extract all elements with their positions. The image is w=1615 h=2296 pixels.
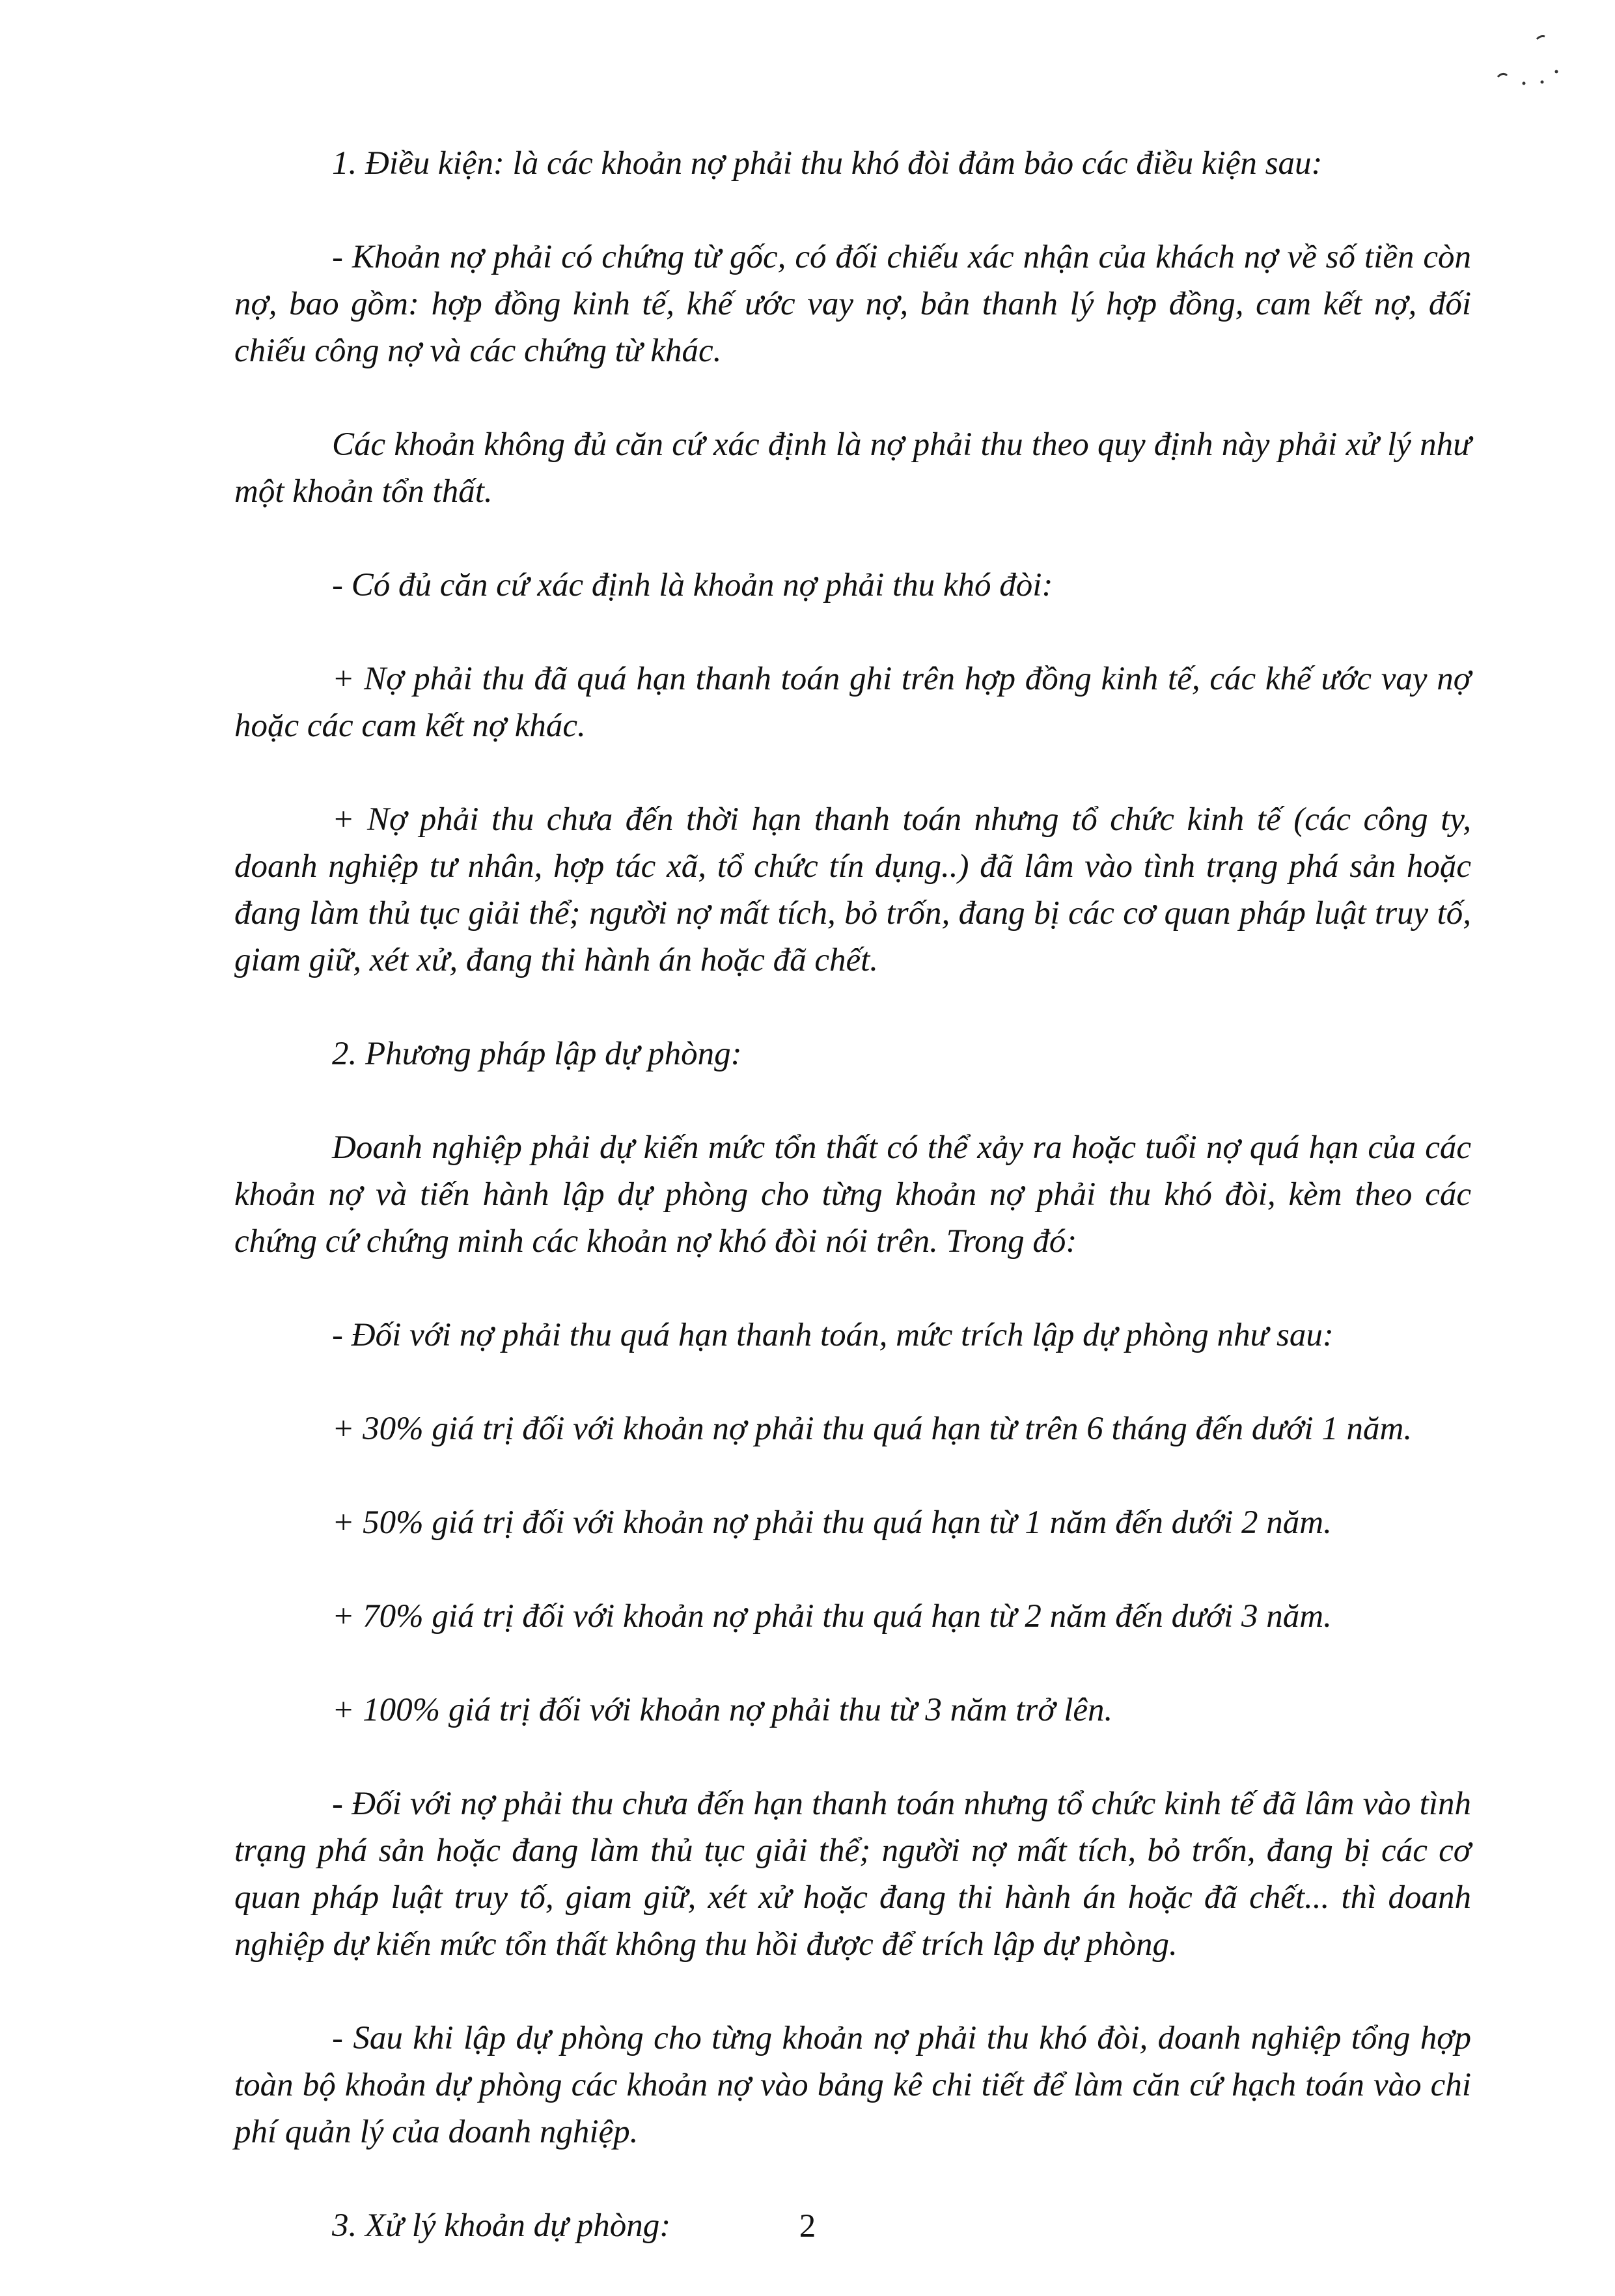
paragraph-qua-han: + Nợ phải thu đã quá hạn thanh toán ghi trên hợp đồng kinh tế, các khế ước vay nợ hoặc các cam kết nợ khác. [234, 661, 1471, 744]
paragraph-chua-den-han: + Nợ phải thu chưa đến thời hạn thanh toán nhưng tổ chức kinh tế (các công ty, doanh nghiệp tư nhân, hợp tác xã, tổ chức tín dụng..) đã lâm vào tình trạng phá sản hoặc đang làm thủ tục giải thể; người nợ mất tích, bỏ trốn, đang bị các cơ quan pháp luật truy tố, giam giữ, xét xử, đang thi hành án hoặc đã chết. [234, 801, 1471, 978]
paragraph-100-percent: + 100% giá trị đối với khoản nợ phải thu từ 3 năm trở lên. [332, 1692, 1113, 1728]
paragraph-dieu-kien: 1. Điều kiện: là các khoản nợ phải thu khó đòi đảm bảo các điều kiện sau: [332, 145, 1323, 182]
paragraph-chung-tu-goc: - Khoản nợ phải có chứng từ gốc, có đối chiếu xác nhận của khách nợ về số tiền còn nợ, bao gồm: hợp đồng kinh tế, khế ước vay nợ, bản thanh lý hợp đồng, cam kết nợ, đối chiếu công nợ và các chứng từ khác. [234, 239, 1471, 369]
paragraph-khong-du-can-cu: Các khoản không đủ căn cứ xác định là nợ phải thu theo quy định này phải xử lý như một khoản tổn thất. [234, 426, 1471, 510]
paragraph-chua-den-han-thanh-toan: - Đối với nợ phải thu chưa đến hạn thanh toán nhưng tổ chức kinh tế đã lâm vào tình trạng phá sản hoặc đang làm thủ tục giải thể; người nợ mất tích, bỏ trốn, đang bị các cơ quan pháp luật truy tố, giam giữ, xét xử hoặc đang thi hành án hoặc đã chết... thì doanh nghiệp dự kiến mức tổn thất không thu hồi được để trích lập dự phòng. [234, 1786, 1471, 1963]
paragraph-co-du-can-cu: - Có đủ căn cứ xác định là khoản nợ phải thu khó đòi: [332, 567, 1053, 603]
heading-xu-ly: 3. Xử lý khoản dự phòng: [332, 2207, 671, 2244]
document-body [234, 140, 1471, 2296]
paragraph-50-percent: + 50% giá trị đối với khoản nợ phải thu quá hạn từ 1 năm đến dưới 2 năm. [332, 1504, 1332, 1541]
heading-phuong-phap: 2. Phương pháp lập dự phòng: [332, 1036, 742, 1072]
paragraph-30-percent: + 30% giá trị đối với khoản nợ phải thu quá hạn từ trên 6 tháng đến dưới 1 năm. [332, 1411, 1413, 1447]
paragraph-muc-trich-lap: - Đối với nợ phải thu quá hạn thanh toán, mức trích lập dự phòng như sau: [332, 1317, 1334, 1353]
page-number: 2 [799, 2208, 816, 2245]
paragraph-tong-hop: - Sau khi lập dự phòng cho từng khoản nợ phải thu khó đòi, doanh nghiệp tổng hợp toàn bộ khoản dự phòng các khoản nợ vào bảng kê chi tiết để làm căn cứ hạch toán vào chi phí quản lý của doanh nghiệp. [234, 2020, 1471, 2150]
scan-corner-marks [1459, 26, 1563, 98]
paragraph-70-percent: + 70% giá trị đối với khoản nợ phải thu quá hạn từ 2 năm đến dưới 3 năm. [332, 1598, 1332, 1635]
paragraph-du-kien-ton-that: Doanh nghiệp phải dự kiến mức tổn thất có thể xảy ra hoặc tuổi nợ quá hạn của các khoản nợ và tiến hành lập dự phòng cho từng khoản nợ phải thu khó đòi, kèm theo các chứng cứ chứng minh các khoản nợ khó đòi nói trên. Trong đó: [234, 1129, 1471, 1260]
